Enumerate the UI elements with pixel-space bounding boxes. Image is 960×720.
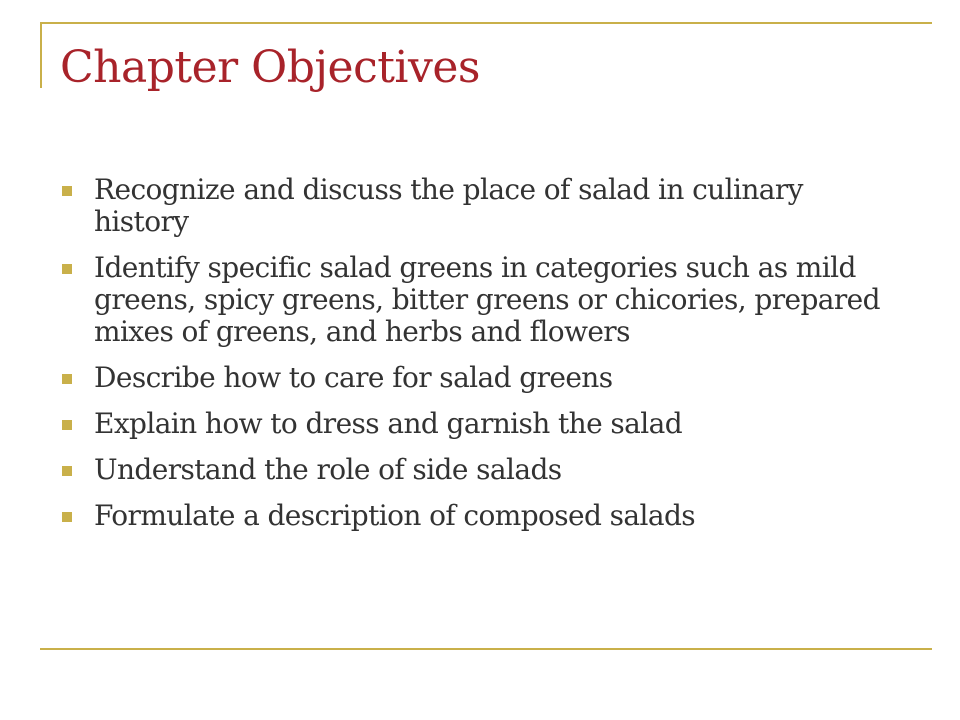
square-bullet-icon [62,466,72,476]
objective-item [60,252,880,348]
slide-title: Chapter Objectives [60,42,480,93]
square-bullet-icon [62,512,72,522]
frame-bottom-rule [40,648,932,650]
objective-text: Understand the role of side salads [94,453,562,486]
objectives-list [60,174,880,546]
objective-text: Formulate a description of composed salads [94,499,696,532]
frame-top-rule [40,22,932,24]
square-bullet-icon [62,264,72,274]
objective-text: Identify specific salad greens in categories such as mild greens, spicy greens, bitter greens or chicories, prepared mixes of greens, and herbs and flowers [94,251,880,348]
frame-left-rule [40,22,42,88]
objective-text: Explain how to dress and garnish the salad [94,407,683,440]
objective-text: Recognize and discuss the place of salad in culinary history [94,173,803,238]
objective-item [60,500,880,532]
objective-item [60,408,880,440]
square-bullet-icon [62,186,72,196]
square-bullet-icon [62,420,72,430]
objective-item [60,454,880,486]
objective-text: Describe how to care for salad greens [94,361,613,394]
objective-item [60,362,880,394]
square-bullet-icon [62,374,72,384]
objective-item [60,174,880,238]
